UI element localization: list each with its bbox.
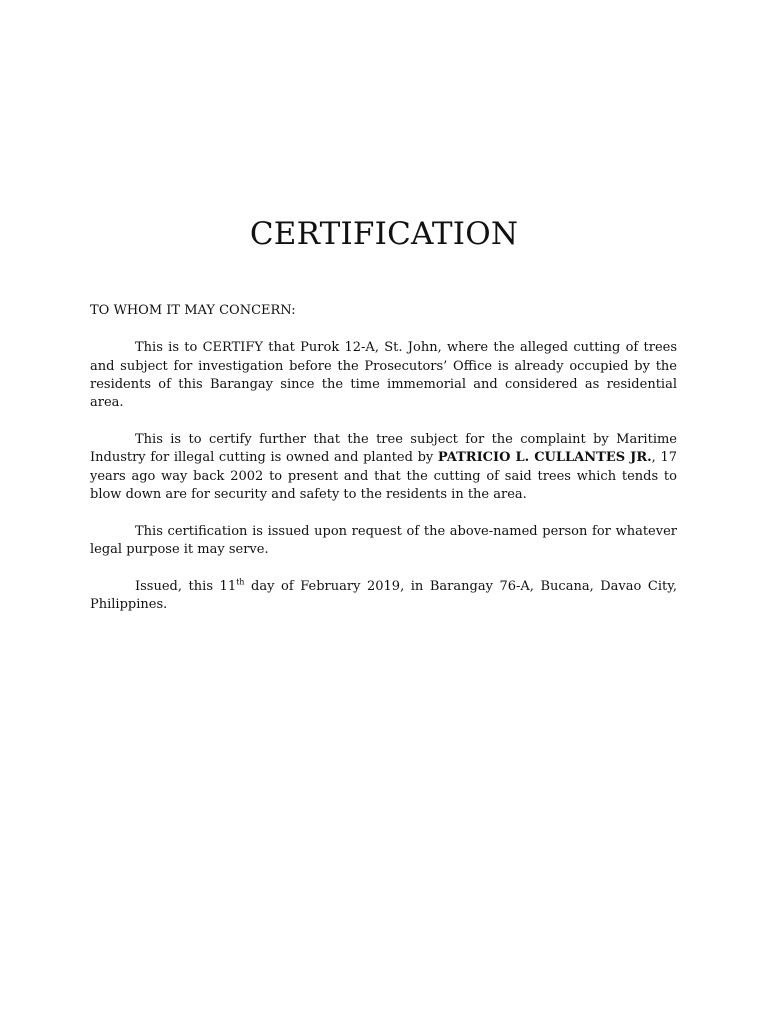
issued-day-suffix: th — [236, 577, 245, 587]
document-title: CERTIFICATION — [249, 216, 519, 252]
paragraph-certify-location: This is to CERTIFY that Purok 12-A, St. John, where the alleged cutting of trees and subject for investigation before the Prosecutors’ Office is already occupied by the residents of this Barangay since the time immemorial and considered as residential area. — [90, 340, 677, 411]
paragraph-certify-owner-text-before: This is to certify further that the tree subject for the complaint by Maritime Industry for illegal cutting is owned and planted by — [90, 431, 677, 466]
paragraph-purpose: This certification is issued upon request of the above-named person for whatever legal purpose it may serve. — [90, 523, 677, 557]
document-body — [90, 302, 677, 633]
owner-name: PATRICIO L. CULLANTES JR. — [437, 450, 652, 466]
issued-text-before: Issued, this 11 — [135, 578, 237, 594]
paragraph-certify-owner-text-after: , 17 years ago way back 2002 to present and that the cutting of said trees which tends to blow down are for security and safety to the residents in the area. — [90, 450, 677, 502]
paragraph-issued — [90, 578, 677, 615]
issued-text-after: day of February 2019, in Barangay 76-A, Bucana, Davao City, Philippines. — [90, 578, 677, 613]
paragraph-certify-owner — [90, 431, 677, 504]
salutation: TO WHOM IT MAY CONCERN: — [90, 303, 296, 318]
